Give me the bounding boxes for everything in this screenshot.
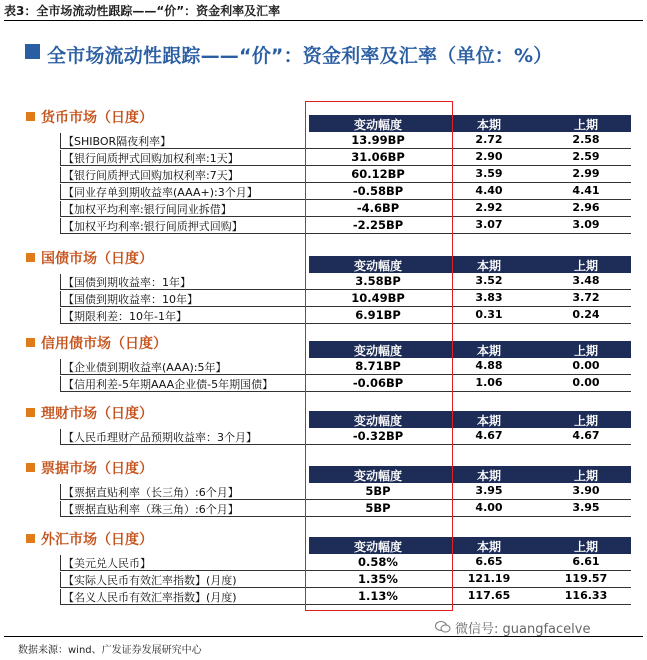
header-current: 本期 — [476, 469, 502, 483]
row-label: 【名义人民币有效汇率指数】(月度) — [63, 591, 237, 604]
header-previous: 上期 — [573, 469, 599, 483]
section-square-icon — [26, 463, 35, 472]
row-change: 5BP — [365, 484, 391, 498]
row-label: 【同业存单到期收益率(AAA+):3个月】 — [63, 186, 258, 199]
row-previous: 3.72 — [572, 291, 600, 304]
page-title: 全市场流动性跟踪——“价”：资金利率及汇率（单位：%） — [47, 45, 553, 67]
header-previous: 上期 — [573, 118, 599, 132]
row-current: 117.65 — [467, 589, 511, 602]
section-title — [26, 107, 153, 127]
row-label: 【实际人民币有效汇率指数】(月度) — [63, 574, 237, 587]
row-previous: 6.61 — [572, 555, 600, 568]
row-label: 【国债到期收益率：1年】 — [63, 276, 191, 289]
row-previous: 0.00 — [572, 359, 600, 372]
header-change: 变动幅度 — [353, 344, 403, 358]
row-current: 4.88 — [475, 359, 503, 372]
section-square-icon — [26, 253, 35, 262]
top-caption-bar — [4, 0, 643, 21]
row-current: 3.83 — [475, 291, 503, 304]
section-title-text: 货币市场（日度） — [41, 110, 153, 126]
header-current: 本期 — [476, 414, 502, 428]
row-previous: 3.48 — [572, 274, 600, 287]
row-previous: 116.33 — [564, 589, 608, 602]
header-current: 本期 — [476, 259, 502, 273]
section-title — [26, 529, 153, 549]
header-change: 变动幅度 — [353, 540, 403, 554]
row-change: -0.06BP — [352, 376, 404, 390]
row-change: 10.49BP — [351, 291, 405, 305]
row-change: 1.13% — [358, 589, 398, 603]
row-previous: 4.41 — [572, 184, 600, 197]
row-change: 0.58% — [358, 555, 398, 569]
section-title-text: 信用债市场（日度） — [41, 336, 167, 352]
row-previous: 4.67 — [572, 429, 600, 442]
section-title-text: 理财市场（日度） — [41, 406, 153, 422]
section-title-text: 外汇市场（日度） — [41, 532, 153, 548]
row-label: 【期限利差：10年-1年】 — [63, 310, 187, 323]
row-previous: 2.99 — [572, 167, 600, 180]
top-caption: 表3：全市场流动性跟踪——“价”：资金利率及汇率 — [4, 4, 281, 18]
row-change: 3.58BP — [355, 274, 401, 288]
row-current: 6.65 — [475, 555, 503, 568]
header-change: 变动幅度 — [353, 118, 403, 132]
header-current: 本期 — [476, 118, 502, 132]
row-current: 3.59 — [475, 167, 503, 180]
row-change: 13.99BP — [351, 133, 405, 147]
row-current: 2.92 — [475, 201, 503, 214]
section-square-icon — [26, 534, 35, 543]
row-previous: 2.58 — [572, 133, 600, 146]
header-change: 变动幅度 — [353, 259, 403, 273]
section-title — [26, 333, 167, 353]
row-previous: 3.09 — [572, 218, 600, 231]
row-current: 4.40 — [475, 184, 503, 197]
row-current: 3.07 — [475, 218, 503, 231]
header-change: 变动幅度 — [353, 469, 403, 483]
row-previous: 119.57 — [564, 572, 608, 585]
row-label: 【银行间质押式回购加权利率:7天】 — [63, 169, 239, 182]
row-change: 31.06BP — [351, 150, 405, 164]
row-current: 1.06 — [475, 376, 503, 389]
row-previous: 0.00 — [572, 376, 600, 389]
row-previous: 3.95 — [572, 501, 600, 514]
row-label: 【加权平均利率:银行间质押式回购】 — [63, 220, 243, 233]
row-label: 【企业债到期收益率(AAA):5年】 — [63, 361, 227, 374]
row-change: 60.12BP — [351, 167, 405, 181]
row-label: 【加权平均利率:银行间同业拆借】 — [63, 203, 232, 216]
row-change: -0.58BP — [352, 184, 404, 198]
row-change: 5BP — [365, 501, 391, 515]
row-label: 【票据直贴利率（长三角）:6个月】 — [63, 486, 239, 499]
title-square-icon — [25, 44, 40, 59]
row-previous: 2.96 — [572, 201, 600, 214]
footer — [4, 636, 643, 656]
title-row — [25, 40, 625, 66]
section-title-text: 国债市场（日度） — [41, 251, 153, 267]
row-change: 1.35% — [358, 572, 398, 586]
row-change: 6.91BP — [355, 308, 401, 322]
row-label: 【银行间质押式回购加权利率:1天】 — [63, 152, 239, 165]
section-title — [26, 403, 153, 423]
row-label: 【票据直贴利率（珠三角）:6个月】 — [63, 503, 239, 516]
row-current: 121.19 — [467, 572, 511, 585]
section-title-text: 票据市场（日度） — [41, 461, 153, 477]
row-change: -4.6BP — [356, 201, 400, 215]
row-current: 4.67 — [475, 429, 503, 442]
row-current: 3.95 — [475, 484, 503, 497]
row-change: 8.71BP — [355, 359, 401, 373]
section-title — [26, 458, 153, 478]
header-previous: 上期 — [573, 414, 599, 428]
row-change: -0.32BP — [352, 429, 404, 443]
wechat-icon — [435, 620, 451, 634]
data-source: 数据来源：wind、广发证券发展研究中心 — [18, 645, 202, 656]
header-previous: 上期 — [573, 344, 599, 358]
row-previous: 2.59 — [572, 150, 600, 163]
row-current: 3.52 — [475, 274, 503, 287]
row-current: 0.31 — [475, 308, 503, 321]
row-label: 【SHIBOR隔夜利率】 — [63, 135, 172, 148]
row-label: 【人民币理财产品预期收益率：3个月】 — [63, 431, 257, 444]
section-square-icon — [26, 408, 35, 417]
row-label: 【美元兑人民币】 — [63, 557, 151, 570]
header-current: 本期 — [476, 344, 502, 358]
row-change: -2.25BP — [352, 218, 404, 232]
header-previous: 上期 — [573, 540, 599, 554]
row-label: 【国债到期收益率：10年】 — [63, 293, 198, 306]
section-title — [26, 248, 153, 268]
header-current: 本期 — [476, 540, 502, 554]
row-label: 【信用利差-5年期AAA企业债-5年期国债】 — [63, 378, 274, 391]
row-current: 4.00 — [475, 501, 503, 514]
row-previous: 0.24 — [572, 308, 600, 321]
row-previous: 3.90 — [572, 484, 600, 497]
header-change: 变动幅度 — [353, 414, 403, 428]
change-column-highlight-box — [305, 101, 453, 611]
row-current: 2.72 — [475, 133, 503, 146]
watermark: 微信号: guangfacelve — [455, 622, 591, 637]
section-square-icon — [26, 338, 35, 347]
header-previous: 上期 — [573, 259, 599, 273]
section-square-icon — [26, 112, 35, 121]
row-current: 2.90 — [475, 150, 503, 163]
